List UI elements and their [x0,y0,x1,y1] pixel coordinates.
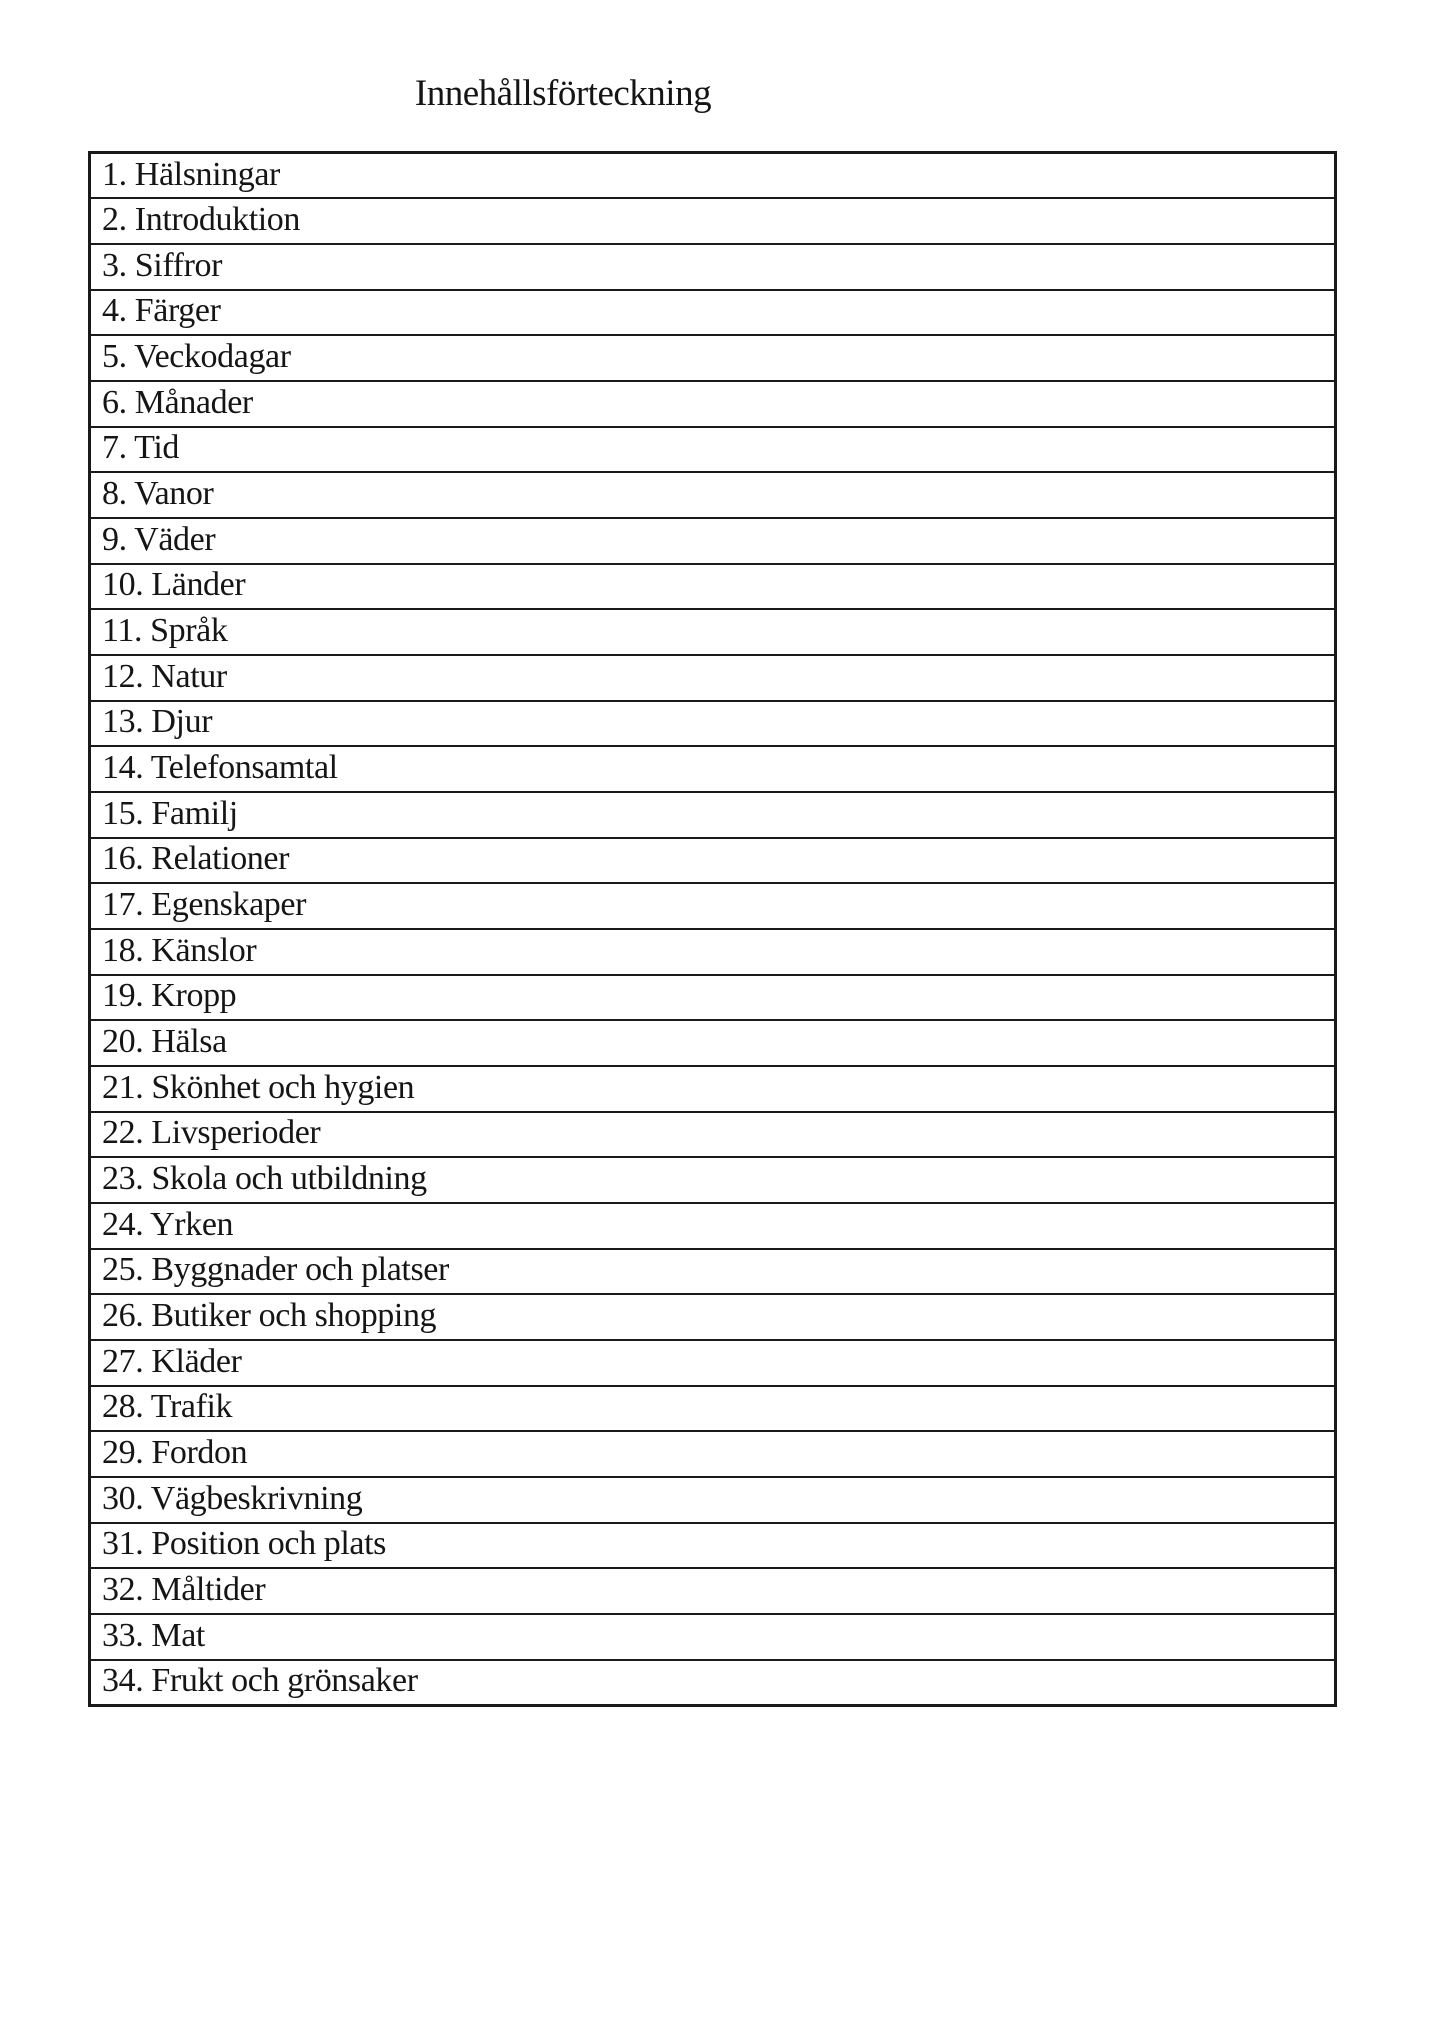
toc-row [90,1568,1336,1614]
toc-entry: 33. Mat [90,1614,1336,1660]
toc-row [90,1386,1336,1432]
toc-row [90,1066,1336,1112]
toc-entry: 2. Introduktion [90,198,1336,244]
toc-entry: 25. Byggnader och platser [90,1249,1336,1295]
toc-row [90,929,1336,975]
toc-row [90,244,1336,290]
toc-entry: 31. Position och plats [90,1523,1336,1569]
toc-entry: 7. Tid [90,427,1336,473]
toc-entry: 9. Väder [90,518,1336,564]
toc-row [90,1203,1336,1249]
toc-entry: 29. Fordon [90,1431,1336,1477]
toc-entry: 1. Hälsningar [90,153,1336,199]
toc-row [90,1020,1336,1066]
toc-entry: 13. Djur [90,701,1336,747]
toc-row [90,609,1336,655]
toc-row [90,427,1336,473]
toc-entry: 11. Språk [90,609,1336,655]
toc-entry: 17. Egenskaper [90,883,1336,929]
toc-row [90,746,1336,792]
toc-entry: 14. Telefonsamtal [90,746,1336,792]
toc-row [90,1477,1336,1523]
toc-entry: 6. Månader [90,381,1336,427]
toc-row [90,564,1336,610]
toc-entry: 30. Vägbeskrivning [90,1477,1336,1523]
toc-row [90,701,1336,747]
toc-table [88,151,1337,1707]
toc-entry: 18. Känslor [90,929,1336,975]
toc-entry: 16. Relationer [90,838,1336,884]
toc-row [90,198,1336,244]
toc-row [90,1660,1336,1706]
toc-entry: 5. Veckodagar [90,335,1336,381]
toc-row [90,381,1336,427]
toc-entry: 10. Länder [90,564,1336,610]
toc-row [90,1157,1336,1203]
toc-row [90,655,1336,701]
toc-row [90,518,1336,564]
toc-entry: 8. Vanor [90,472,1336,518]
toc-row [90,792,1336,838]
toc-entry: 3. Siffror [90,244,1336,290]
toc-entry: 23. Skola och utbildning [90,1157,1336,1203]
toc-entry: 15. Familj [90,792,1336,838]
toc-row [90,838,1336,884]
toc-entry: 4. Färger [90,290,1336,336]
page-title: Innehållsförteckning [414,73,712,114]
toc-body [90,153,1336,1706]
toc-row [90,1249,1336,1295]
toc-row [90,1614,1336,1660]
toc-entry: 12. Natur [90,655,1336,701]
toc-row [90,975,1336,1021]
toc-entry: 27. Kläder [90,1340,1336,1386]
toc-row [90,883,1336,929]
toc-entry: 32. Måltider [90,1568,1336,1614]
toc-entry: 19. Kropp [90,975,1336,1021]
toc-row [90,1340,1336,1386]
toc-entry: 34. Frukt och grönsaker [90,1660,1336,1706]
toc-row [90,1523,1336,1569]
toc-entry: 28. Trafik [90,1386,1336,1432]
toc-entry: 22. Livsperioder [90,1112,1336,1158]
toc-row [90,335,1336,381]
toc-row [90,1431,1336,1477]
toc-entry: 21. Skönhet och hygien [90,1066,1336,1112]
toc-entry: 26. Butiker och shopping [90,1294,1336,1340]
toc-entry: 20. Hälsa [90,1020,1336,1066]
toc-row [90,1112,1336,1158]
toc-row [90,472,1336,518]
toc-row [90,1294,1336,1340]
toc-row [90,290,1336,336]
toc-entry: 24. Yrken [90,1203,1336,1249]
toc-row [90,153,1336,199]
